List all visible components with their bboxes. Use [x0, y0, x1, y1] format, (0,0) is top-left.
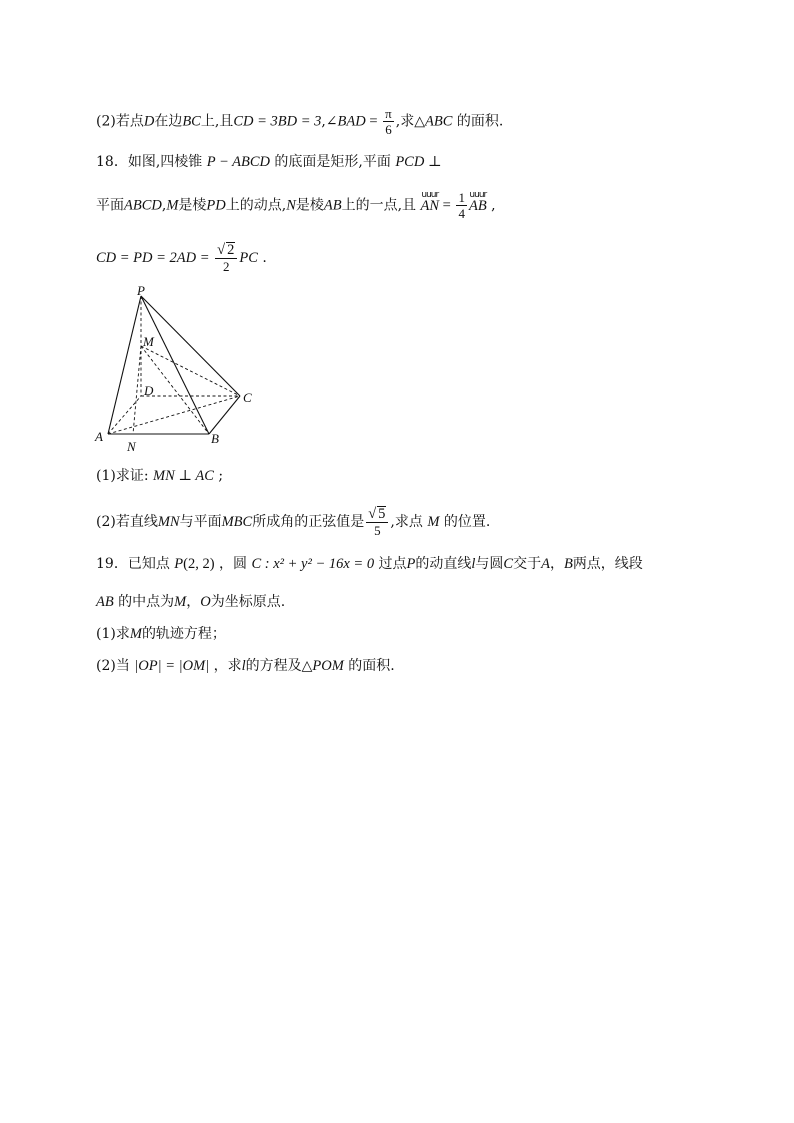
text: 上,且	[200, 113, 234, 130]
label-P: P	[137, 283, 145, 298]
math: =	[365, 113, 382, 130]
text: 如图,四棱锥	[127, 154, 207, 170]
math: AB	[96, 594, 114, 610]
math: =	[439, 197, 455, 214]
math: O	[200, 594, 211, 610]
text: ;	[213, 468, 224, 484]
math: AN	[420, 197, 440, 214]
text: ，求	[209, 658, 242, 674]
question-number: 19．	[96, 556, 128, 572]
math: M	[174, 594, 187, 610]
math: M	[166, 197, 179, 214]
fraction-numerator: 1	[458, 190, 465, 205]
text: (1)求证:	[96, 468, 153, 484]
text: 上的动点,	[225, 197, 287, 214]
math: BAD	[337, 113, 366, 130]
pyramid-figure	[92, 282, 272, 454]
fraction-denominator: 5	[374, 523, 381, 538]
math: P − ABCD	[206, 154, 270, 170]
vector-AN	[420, 189, 440, 216]
text: 所成角的正弦值是	[252, 514, 365, 530]
text: 是棱	[178, 197, 207, 214]
segment-MC	[141, 346, 240, 396]
text: (2)若点	[96, 113, 144, 130]
math: ABCD	[124, 197, 162, 214]
text: 平面	[96, 197, 124, 214]
fraction-denominator: 2	[223, 259, 230, 274]
math: MN	[157, 514, 180, 530]
text: (2)若直线	[96, 514, 158, 530]
circle-equation: : x² + y² − 16x = 0	[261, 556, 375, 572]
math: BC	[182, 113, 201, 130]
fraction-numerator	[366, 506, 388, 523]
text: 两点，线段	[572, 556, 643, 572]
fraction-denominator: 6	[385, 122, 392, 137]
text: ,求点	[390, 514, 428, 530]
math: P	[406, 556, 416, 572]
text: 已知点	[127, 556, 175, 572]
fraction-pi-6	[383, 106, 394, 137]
math: B	[563, 556, 573, 572]
q19-part2-line	[96, 656, 395, 676]
edge-BC	[209, 396, 240, 434]
sqrt-radicand: 2	[227, 242, 235, 258]
math: M	[129, 626, 142, 642]
text: ，	[186, 594, 201, 610]
q19-line2	[96, 592, 285, 612]
edge-PC	[141, 296, 240, 396]
label-M: M	[143, 334, 154, 349]
diagonal-AC	[108, 396, 240, 434]
fraction-numerator: π	[385, 106, 392, 121]
question-number: 18．	[96, 154, 128, 170]
math: D	[143, 113, 155, 130]
segment-MN	[133, 346, 141, 434]
edge-PA	[108, 296, 141, 434]
text: ,∠	[321, 113, 338, 130]
math: M	[427, 514, 440, 530]
text: ,	[161, 197, 167, 214]
triangle-symbol: △	[414, 113, 425, 130]
math: C	[503, 556, 514, 572]
math: POM	[312, 658, 344, 674]
math: AB	[468, 197, 487, 214]
text: 与平面	[179, 514, 222, 530]
math: AB	[323, 197, 342, 214]
triangle-symbol: △	[301, 658, 313, 674]
vector-AB	[468, 189, 487, 216]
label-D: D	[144, 383, 154, 398]
q17-part2-line	[96, 106, 503, 137]
math: |OP| = |OM|	[134, 658, 210, 674]
text: 的底面是矩形,平面	[269, 154, 396, 170]
math: P	[174, 556, 184, 572]
edge-PB	[141, 296, 209, 434]
label-B: B	[211, 431, 219, 446]
q18-line2	[96, 190, 496, 221]
label-A: A	[95, 429, 103, 444]
math: CD = PD = 2AD =	[96, 250, 214, 266]
math: ABC	[424, 113, 453, 130]
q18-line3	[96, 242, 267, 274]
text: ,	[486, 197, 496, 214]
sqrt-symbol: √	[217, 242, 226, 258]
math: (2, 2)	[183, 556, 215, 572]
math: MBC	[221, 514, 253, 530]
vector-arrow: uuur	[421, 189, 439, 200]
text: 上的一点,且	[341, 197, 421, 214]
math: l	[241, 658, 246, 674]
fraction-sqrt5-5	[366, 506, 388, 538]
perp-symbol: ⊥	[424, 154, 442, 170]
text: 交于	[513, 556, 542, 572]
fraction-sqrt2-2	[215, 242, 237, 274]
text: 的位置.	[439, 514, 491, 530]
text: 在边	[154, 113, 183, 130]
text: (2)当	[96, 658, 135, 674]
text: 为坐标原点.	[210, 594, 286, 610]
math: PC	[239, 250, 258, 266]
text: 的动直线	[415, 556, 472, 572]
math: A	[541, 556, 550, 572]
math: N	[286, 197, 296, 214]
math: l	[471, 556, 476, 572]
fraction-numerator	[215, 242, 237, 259]
q19-part1-line	[96, 624, 226, 644]
q19-line1	[96, 554, 643, 574]
q18-part2-line	[96, 506, 490, 538]
text: 的轨迹方程；	[141, 626, 226, 642]
sqrt-symbol: √	[368, 506, 377, 522]
label-C: C	[243, 390, 252, 405]
text: ，圆	[214, 556, 252, 572]
sqrt-radicand: 5	[378, 506, 386, 522]
text: 的面积.	[343, 658, 395, 674]
text: 是棱	[295, 197, 324, 214]
text: 的中点为	[113, 594, 175, 610]
q18-line1	[96, 152, 442, 172]
math: PD	[206, 197, 226, 214]
fraction-1-4	[456, 190, 467, 221]
text: ,求	[395, 113, 415, 130]
math: C	[251, 556, 262, 572]
math: CD = 3BD = 3	[233, 113, 322, 130]
text: ，	[549, 556, 564, 572]
text: .	[257, 250, 267, 266]
text: 的方程及	[245, 658, 302, 674]
text: 的面积.	[452, 113, 504, 130]
math: MN ⊥ AC	[153, 468, 214, 484]
label-N: N	[127, 439, 136, 454]
text: 过点	[374, 556, 407, 572]
text: 与圆	[475, 556, 504, 572]
q18-part1-line	[96, 466, 223, 486]
text: (1)求	[96, 626, 130, 642]
fraction-denominator: 4	[458, 206, 465, 221]
math: PCD	[395, 154, 425, 170]
vector-arrow: uuur	[469, 189, 487, 200]
